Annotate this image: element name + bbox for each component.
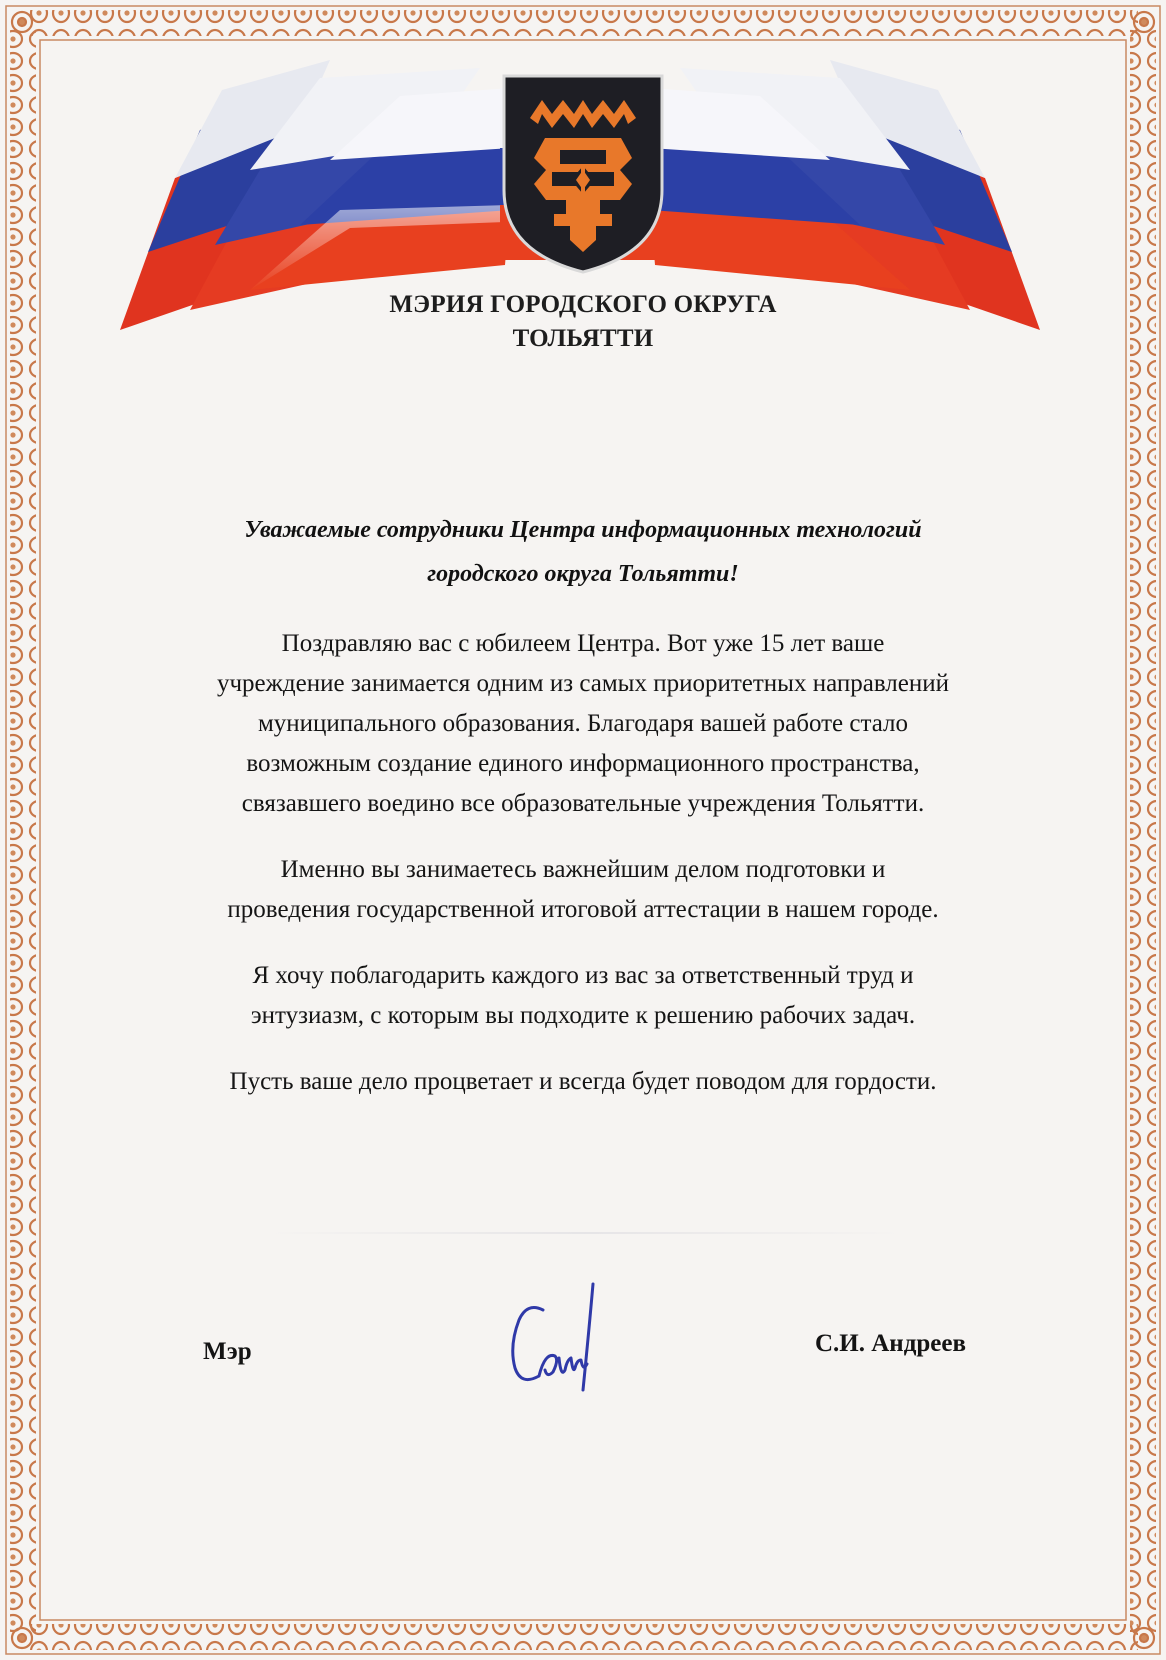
body-line: Я хочу поблагодарить каждого из вас за ответственный труд и: [252, 962, 914, 989]
city-coat-of-arms-icon: [504, 76, 662, 272]
signer-name: С.И. Андреев: [815, 1330, 966, 1357]
signature-icon: [505, 1280, 615, 1400]
body-line: возможным создание единого информационного пространства,: [246, 750, 920, 777]
paragraph-3: [110, 956, 1056, 1036]
paragraph-2: [110, 850, 1056, 930]
greeting-line-1: Уважаемые сотрудники Центра информационных технологий: [244, 517, 922, 543]
body-line: связавшего воедино все образовательные учреждения Тольятти.: [241, 790, 925, 817]
body-line: Именно вы занимаетесь важнейшим делом подготовки и: [280, 856, 886, 883]
body-line: Поздравляю вас с юбилеем Центра. Вот уже 15 лет ваше: [281, 630, 885, 657]
org-title-line-1: МЭРИЯ ГОРОДСКОГО ОКРУГА: [389, 291, 777, 318]
greeting-line-2: городского округа Тольятти!: [427, 561, 739, 587]
body-line: Пусть ваше дело процветает и всегда будет поводом для гордости.: [229, 1068, 937, 1095]
letter-body: [110, 624, 1056, 1102]
org-title-line-2: ТОЛЬЯТТИ: [512, 325, 654, 352]
body-line: проведения государственной итоговой аттестации в нашем городе.: [227, 896, 939, 923]
signer-role: Мэр: [203, 1338, 252, 1365]
body-line: энтузиазм, с которым вы подходите к решению рабочих задач.: [250, 1002, 916, 1029]
organization-title: [0, 288, 1166, 356]
paragraph-4: [110, 1062, 1056, 1102]
paragraph-1: [110, 624, 1056, 824]
greeting-heading: [120, 508, 1046, 596]
body-line: муниципального образования. Благодаря вашей работе стало: [257, 710, 909, 737]
faint-divider: [265, 1232, 905, 1234]
body-line: учреждение занимается одним из самых приоритетных направлений: [216, 670, 950, 697]
